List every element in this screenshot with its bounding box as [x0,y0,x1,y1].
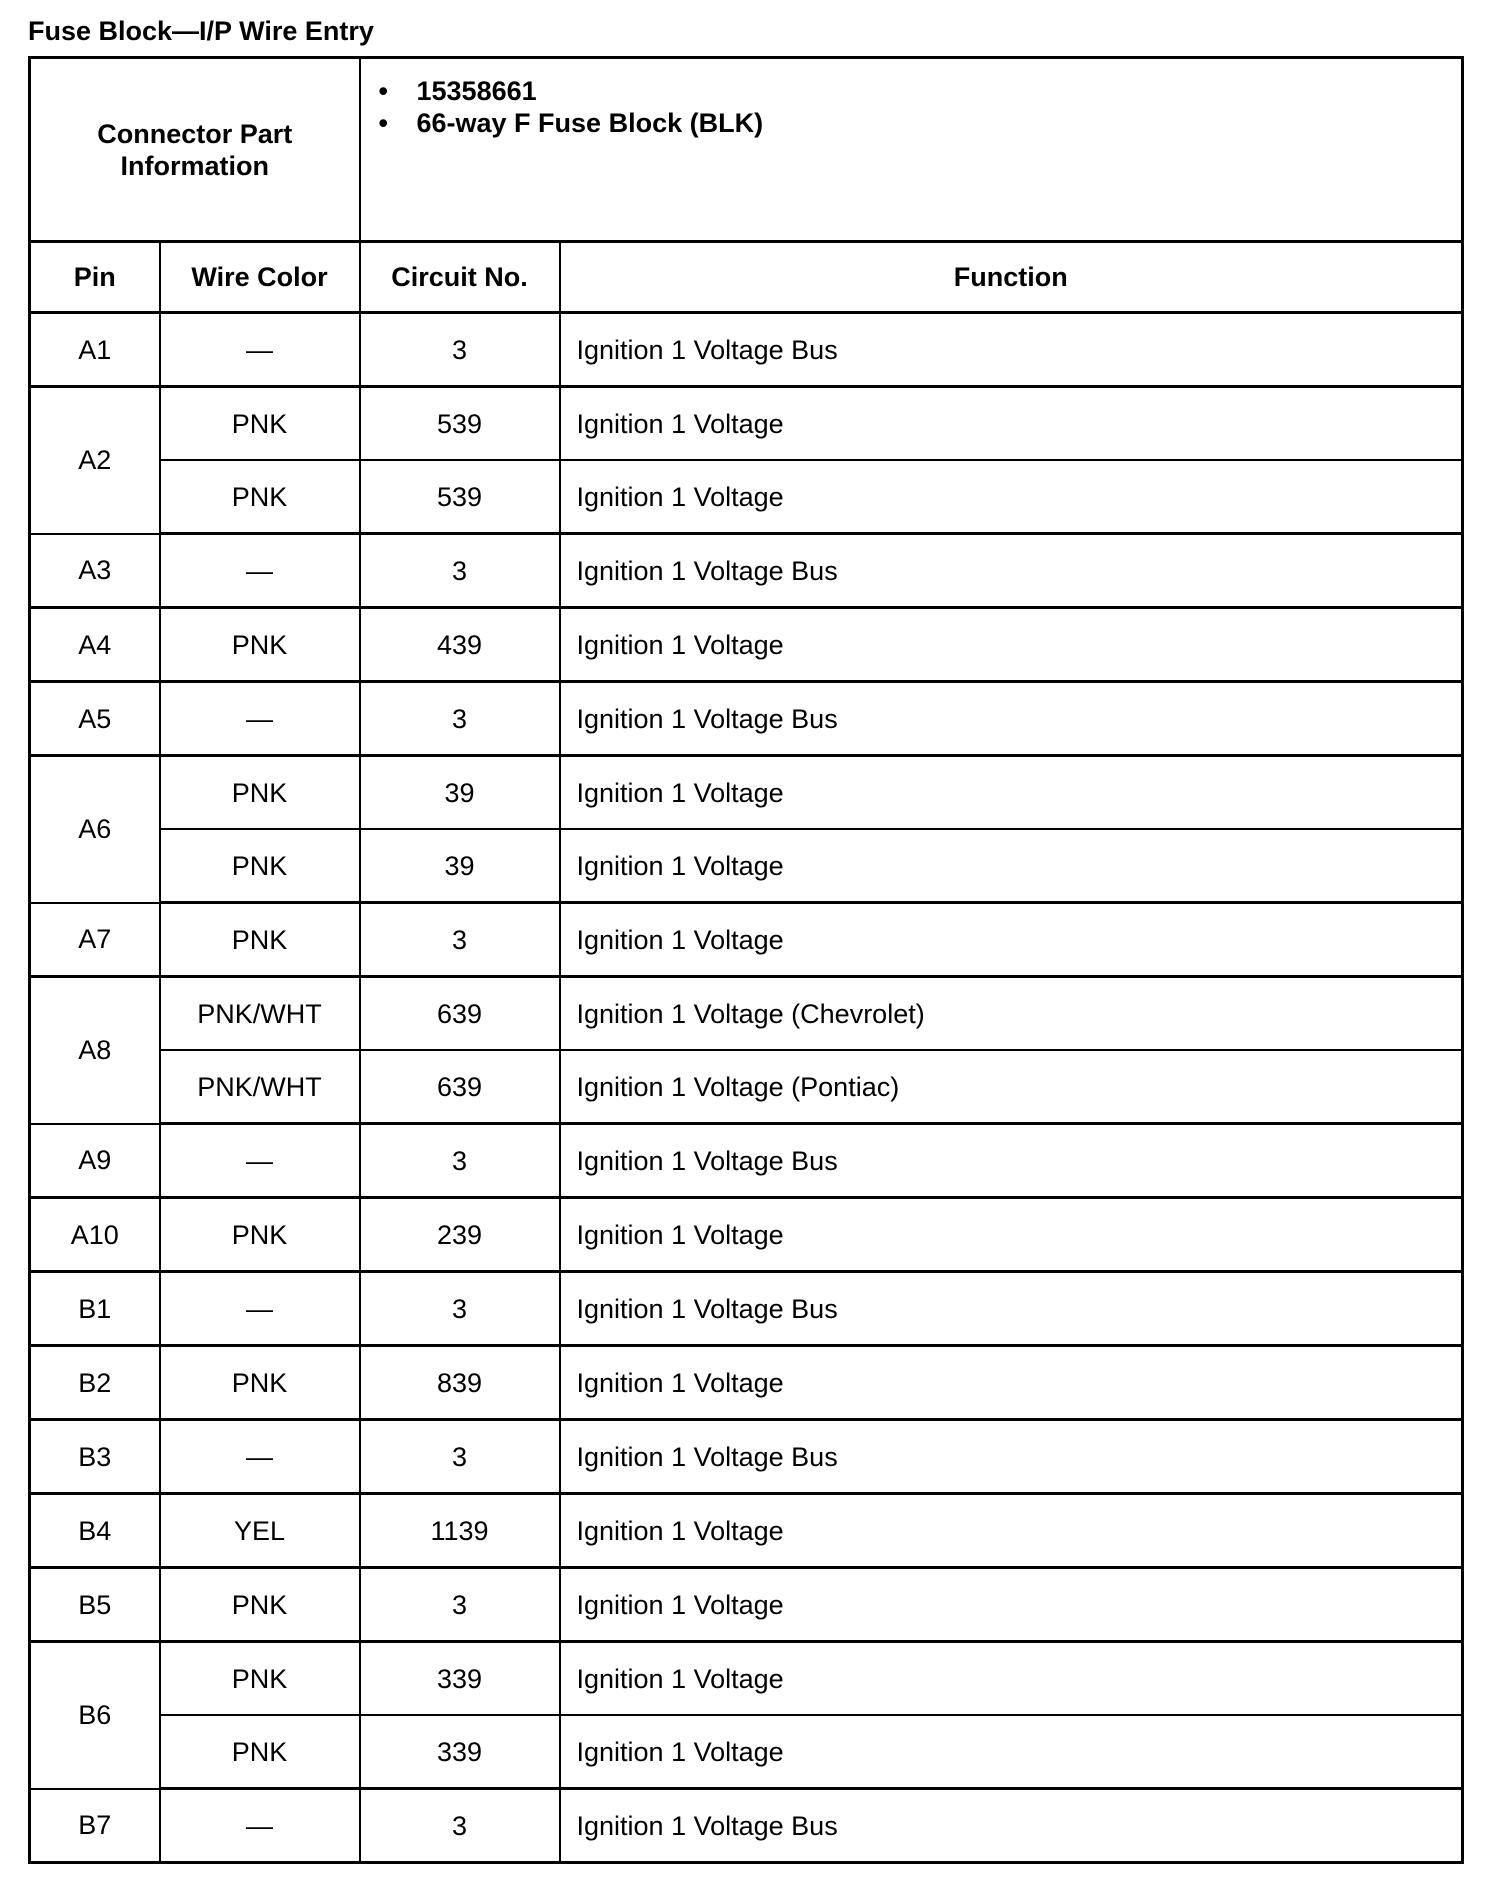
table-row [30,903,1463,977]
bullet-icon: • [378,76,388,106]
function-cell: Ignition 1 Voltage [560,829,1463,903]
wire-color-cell: PNK/WHT [160,1050,360,1124]
table-row [30,682,1463,756]
function-cell: Ignition 1 Voltage [560,460,1463,534]
table-row [30,756,1463,830]
function-cell: Ignition 1 Voltage [560,1642,1463,1716]
function-cell: Ignition 1 Voltage [560,1568,1463,1642]
connector-description: • 66-way F Fuse Block (BLK) [378,108,764,138]
circuit-cell: 3 [360,534,560,608]
pin-cell: A3 [30,534,160,608]
wire-color-cell: PNK [160,460,360,534]
wire-color-cell: PNK/WHT [160,977,360,1051]
circuit-cell: 639 [360,977,560,1051]
pin-cell: A1 [30,313,160,387]
document-title: Fuse Block—I/P Wire Entry [28,16,374,46]
function-cell: Ignition 1 Voltage Bus [560,1420,1463,1494]
circuit-cell: 3 [360,682,560,756]
connector-pinout-table [28,56,1464,1864]
table-row [30,460,1463,534]
table-row [30,977,1463,1051]
wire-color-cell: — [160,682,360,756]
function-cell: Ignition 1 Voltage (Chevrolet) [560,977,1463,1051]
circuit-cell: 439 [360,608,560,682]
function-cell: Ignition 1 Voltage [560,1494,1463,1568]
table-row [30,1050,1463,1124]
function-cell: Ignition 1 Voltage (Pontiac) [560,1050,1463,1124]
connector-info-list [379,75,1462,139]
pin-cell: A2 [30,387,160,534]
function-cell: Ignition 1 Voltage Bus [560,313,1463,387]
wire-color-cell: PNK [160,1568,360,1642]
table-row [30,1272,1463,1346]
function-cell: Ignition 1 Voltage Bus [560,1789,1463,1863]
pin-cell: B5 [30,1568,160,1642]
connector-info-row [30,58,1463,242]
wire-color-cell: PNK [160,1346,360,1420]
function-cell: Ignition 1 Voltage Bus [560,682,1463,756]
connector-info-label-line1: Connector Part [97,118,293,149]
pin-cell: A7 [30,903,160,977]
circuit-cell: 639 [360,1050,560,1124]
function-cell: Ignition 1 Voltage [560,1715,1463,1789]
circuit-cell: 39 [360,756,560,830]
function-cell: Ignition 1 Voltage [560,1346,1463,1420]
pin-cell: B2 [30,1346,160,1420]
connector-info-label [30,58,360,242]
table-row [30,1124,1463,1198]
pin-cell: B4 [30,1494,160,1568]
wire-color-cell: — [160,1272,360,1346]
wire-color-cell: — [160,534,360,608]
wire-color-cell: PNK [160,829,360,903]
wire-color-cell: PNK [160,1642,360,1716]
pin-cell: B7 [30,1789,160,1863]
function-cell: Ignition 1 Voltage [560,756,1463,830]
table-row [30,1198,1463,1272]
bullet-icon: • [378,108,388,138]
circuit-cell: 239 [360,1198,560,1272]
circuit-cell: 539 [360,387,560,461]
circuit-cell: 339 [360,1715,560,1789]
pin-cell: A10 [30,1198,160,1272]
table-row [30,1420,1463,1494]
table-row [30,387,1463,461]
circuit-cell: 839 [360,1346,560,1420]
pin-rows [30,313,1463,1863]
wire-color-cell: YEL [160,1494,360,1568]
pin-cell: A4 [30,608,160,682]
wire-color-cell: PNK [160,756,360,830]
table-row [30,313,1463,387]
pin-cell: B3 [30,1420,160,1494]
circuit-cell: 3 [360,903,560,977]
circuit-cell: 339 [360,1642,560,1716]
circuit-cell: 3 [360,1789,560,1863]
header-wire-color: Wire Color [160,242,360,313]
table-row [30,1715,1463,1789]
function-cell: Ignition 1 Voltage [560,1198,1463,1272]
pin-cell: A6 [30,756,160,903]
wire-color-cell: PNK [160,903,360,977]
circuit-cell: 1139 [360,1494,560,1568]
circuit-cell: 3 [360,1272,560,1346]
pin-cell: B6 [30,1642,160,1789]
pin-cell: A8 [30,977,160,1124]
pin-cell: A5 [30,682,160,756]
wire-color-cell: PNK [160,608,360,682]
circuit-cell: 3 [360,313,560,387]
wire-color-cell: — [160,1124,360,1198]
connector-info-values [360,58,1463,242]
circuit-cell: 539 [360,460,560,534]
function-cell: Ignition 1 Voltage Bus [560,534,1463,608]
wire-color-cell: PNK [160,1715,360,1789]
table-row [30,1346,1463,1420]
wire-color-cell: — [160,1789,360,1863]
wire-color-cell: PNK [160,387,360,461]
circuit-cell: 3 [360,1420,560,1494]
table-row [30,829,1463,903]
header-pin: Pin [30,242,160,313]
function-cell: Ignition 1 Voltage [560,387,1463,461]
pin-cell: B1 [30,1272,160,1346]
function-cell: Ignition 1 Voltage Bus [560,1272,1463,1346]
header-function: Function [560,242,1463,313]
wire-color-cell: — [160,313,360,387]
circuit-cell: 39 [360,829,560,903]
table-row [30,1789,1463,1863]
function-cell: Ignition 1 Voltage Bus [560,1124,1463,1198]
function-cell: Ignition 1 Voltage [560,903,1463,977]
table-row [30,534,1463,608]
pin-cell: A9 [30,1124,160,1198]
table-row [30,1494,1463,1568]
wire-color-cell: — [160,1420,360,1494]
header-circuit-no: Circuit No. [360,242,560,313]
circuit-cell: 3 [360,1568,560,1642]
table-row [30,608,1463,682]
wire-color-cell: PNK [160,1198,360,1272]
circuit-cell: 3 [360,1124,560,1198]
function-cell: Ignition 1 Voltage [560,608,1463,682]
table-row [30,1568,1463,1642]
table-row [30,1642,1463,1716]
column-header-row [30,242,1463,313]
connector-part-number: • 15358661 [378,76,537,106]
connector-info-label-line2: Information [120,150,269,181]
